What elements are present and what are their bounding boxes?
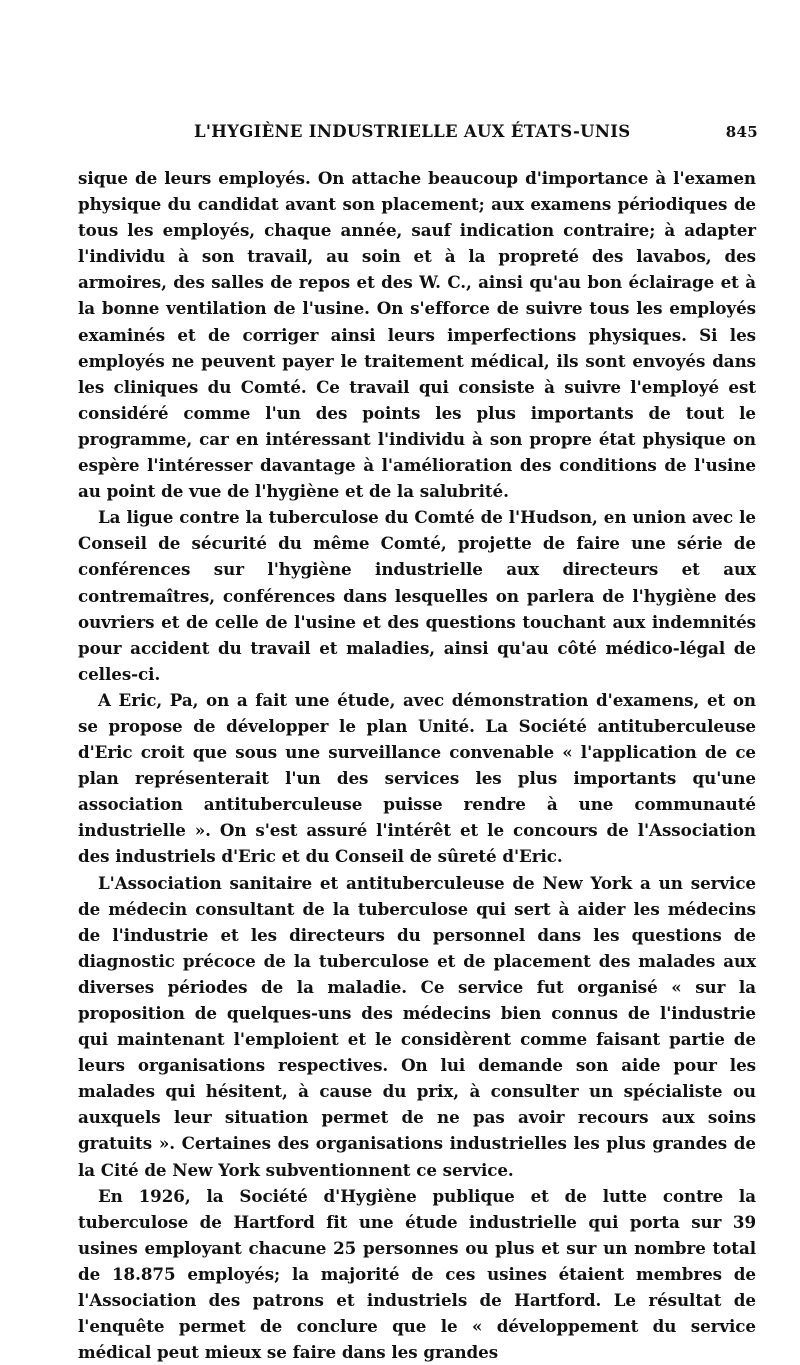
page-header xyxy=(78,122,758,146)
body-text xyxy=(78,165,756,1365)
running-head: L'HYGIÈNE INDUSTRIELLE AUX ÉTATS-UNIS xyxy=(194,122,631,141)
paragraph-hudson: La ligue contre la tuberculose du Comté de l'Hudson, en union avec le Conseil de sécurité du même Comté, projette de faire une série de conférences sur l'hygiène industrielle aux directeurs et aux contremaîtres, conférences dans lesquelles on parlera de l'hygiène des ouvriers et de celle de l'usine et des questions touchant aux indemnités pour accident du travail et maladies, ainsi qu'au côté médico-légal de celles-ci. xyxy=(78,507,756,684)
paragraph-hartford: En 1926, la Société d'Hygiène publique et de lutte contre la tuberculose de Hartford fit une étude industrielle qui porta sur 39 usines employant chacune 25 personnes ou plus et sur un nombre total de 18.875 employés; la majorité de ces usines étaient membres de l'Association des patrons et industriels de Hartford. Le résultat de l'enquête permet de conclure que le « développement du service médical peut mieux se faire dans les grandes xyxy=(78,1185,756,1363)
paragraph-eric: A Eric, Pa, on a fait une étude, avec démonstration d'examens, et on se propose de développer le plan Unité. La Société antituberculeuse d'Eric croit que sous une surveillance convenable « l'application de ce plan représenterait l'un des services les plus importants qu'une association antituberculeuse puisse rendre à une communauté industrielle ». On s'est assuré l'intérêt et le concours de l'Association des industriels d'Eric et du Conseil de sûreté d'Eric. xyxy=(78,689,756,867)
paragraph-continuation: sique de leurs employés. On attache beaucoup d'importance à l'examen physique du candidat avant son placement; aux examens périodiques de tous les employés, chaque année, sauf indication contraire; à adapter l'individu à son travail, au soin et à la propreté des lavabos, des armoires, des salles de repos et des W. C., ainsi qu'au bon éclairage et à la bonne ventilation de l'usine. On s'efforce de suivre tous les employés examinés et de corriger ainsi leurs imperfections physiques. Si les employés ne peuvent payer le traitement médical, ils sont envoyés dans les cliniques du Comté. Ce travail qui consiste à suivre l'employé est considéré comme l'un des points les plus importants de tout le programme, car en intéressant l'individu à son propre état physique on espère l'intéresser davantage à l'amélioration des conditions de l'usine au point de vue de l'hygiène et de la salubrité. xyxy=(78,168,756,502)
paragraph-new-york: L'Association sanitaire et antituberculeuse de New York a un service de médecin consultant de la tuberculose qui sert à aider les médecins de l'industrie et les directeurs du personnel dans les questions de diagnostic précoce de la tuberculose et de placement des malades aux diverses périodes de la maladie. Ce service fut organisé « sur la proposition de quelques-uns des médecins bien connus de l'industrie qui maintenant l'emploient et le considèrent comme faisant partie de leurs organisations respectives. On lui demande son aide pour les malades qui hésitent, à cause du prix, à consulter un spécialiste ou auxquels leur situation permet de ne pas avoir recours aux soins gratuits ». Certaines des organisations industrielles les plus grandes de la Cité de New York subventionnent ce service. xyxy=(78,872,756,1180)
page-number: 845 xyxy=(725,123,758,141)
